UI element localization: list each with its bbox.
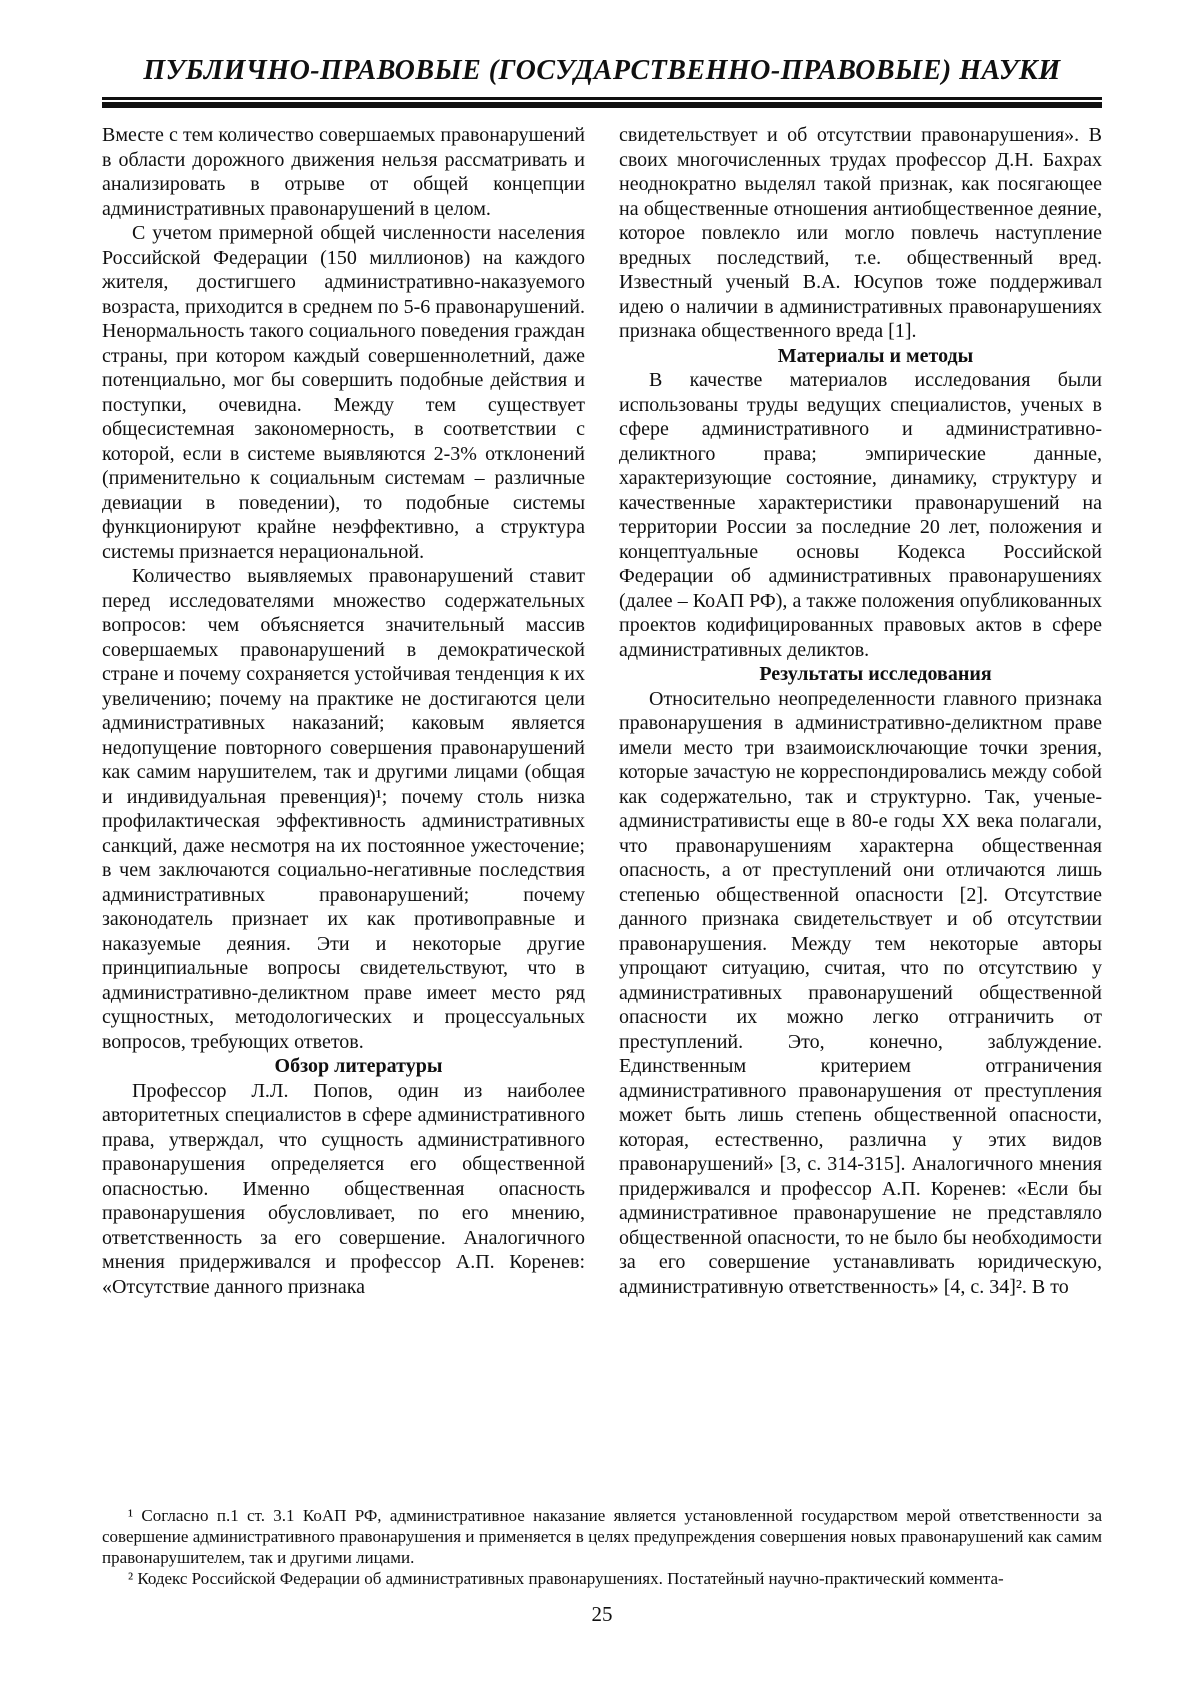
section-heading-materials-methods: Материалы и методы (777, 344, 974, 367)
section-heading-results: Результаты исследования (759, 663, 992, 685)
header-divider (102, 97, 1102, 108)
paragraph: Профессор Л.Л. Попов, один из наиболее авторитетных специалистов в сфере административного права, утверждал, что сущность административного правонарушения определяется его общественной опасностью. Именно общественная опасность правонарушения обусловливает, по его мнению, ответственность за его совершение. Аналогичного мнения придерживался и профессор А.П. Коренев: «Отсутствие данного признака (102, 1079, 585, 1298)
paragraph: В качестве материалов исследования были использованы труды ведущих специалистов, ученых в сфере административного и административно-деликтного права; эмпирические данные, характеризующие состояние, динамику, структуру и качественные характеристики правонарушений на территории России за последние 20 лет, положения и концептуальные основы Кодекса Российской Федерации об административных правонарушениях (далее – КоАП РФ), а также положения опубликованных проектов кодифицированных правовых актов в сфере административных деликтов. (619, 369, 1102, 661)
header-divider-thin-line (102, 97, 1102, 100)
footnote: ¹ Согласно п.1 ст. 3.1 КоАП РФ, административное наказание является установленной государством мерой ответственности за совершение административного правонарушения и применяется в целях предупреждения совершения новых правонарушений как самим правонарушителем, так и другими лицами. (102, 1506, 1102, 1567)
page-number: 25 (591, 1602, 613, 1626)
footnotes (102, 1505, 1102, 1589)
footnote: ² Кодекс Российской Федерации об административных правонарушениях. Постатейный научно-практический коммента- (128, 1569, 1004, 1588)
section-heading-literature-review: Обзор литературы (274, 1055, 443, 1077)
paragraph: Количество выявляемых правонарушений ставит перед исследователями множество содержательных вопросов: чем объясняется значительный массив совершаемых правонарушений в демократической стране и почему сохраняется устойчивая тенденция к их увеличению; почему на практике не достигаются цели административных наказаний; каковым является недопущение повторного совершения правонарушений как самим нарушителем, так и другими лицами (общая и индивидуальная превенция)¹; почему столь низка профилактическая эффективность административных санкций, даже несмотря на их постоянное ужесточение; в чем заключаются социально-негативные последствия административных правонарушений; почему законодатель признает их как противоправные и наказуемые деяния. Эти и некоторые другие принципиальные вопросы свидетельствуют, что в административно-деликтном праве имеет место ряд сущностных, методологических и процессуальных вопросов, требующих ответов. (102, 565, 585, 1053)
right-column (619, 123, 1102, 1495)
article-body (102, 123, 1102, 1495)
paragraph: С учетом примерной общей численности населения Российской Федерации (150 миллионов) на каждого жителя, достигшего административно-наказуемого возраста, приходится в среднем по 5-6 правонарушений. Ненормальность такого социального поведения граждан страны, при котором каждый совершеннолетний, даже потенциально, мог бы совершить подобные действия и поступки, очевидна. Между тем существует общесистемная закономерность, в соответствии с которой, если в системе выявляются 2-3% отклонений (применительно к социальным системам – различные девиации в поведении), то подобные системы функционируют крайне неэффективно, а структура системы признается нерациональной. (102, 222, 585, 563)
header-divider-thick-line (102, 102, 1102, 108)
paragraph: свидетельствует и об отсутствии правонарушения». В своих многочисленных трудах профессор Д.Н. Бахрах неоднократно выделял такой признак, как посягающее на общественные отношения антиобщественное деяние, которое повлекло или могло повлечь наступление вредных последствий, т.е. общественный вред. Известный ученый В.А. Юсупов тоже поддерживал идею о наличии в административных правонарушениях признака общественного вреда [1]. (619, 124, 1102, 342)
left-column (102, 123, 585, 1495)
paragraph: Относительно неопределенности главного признака правонарушения в административно-деликтном праве имели место три взаимоисключающие точки зрения, которые зачастую не корреспондировались между собой как содержательно, так и структурно. Так, ученые-административисты еще в 80-е годы XX века полагали, что правонарушениям характерна общественная опасность, а от преступлений они отличаются лишь степенью общественной опасности [2]. Отсутствие данного признака свидетельствует и об отсутствии правонарушения. Между тем некоторые авторы упрощают ситуацию, считая, что по отсутствию у административных правонарушений общественной опасности их можно легко отграничить от преступлений. Это, конечно, заблуждение. Единственным критерием отграничения административного правонарушения от преступления может быть лишь степень общественной опасности, которая, естественно, различна у этих видов правонарушений» [3, с. 314-315]. Аналогичного мнения придерживался и профессор А.П. Коренев: «Если бы административное правонарушение не представляло общественной опасности, то не было бы необходимости за его совершение устанавливать юридическую, административную ответственность» [4, с. 34]². В то (619, 687, 1102, 1298)
page-title: ПУБЛИЧНО-ПРАВОВЫЕ (ГОСУДАРСТВЕННО-ПРАВОВЫЕ) НАУКИ (143, 55, 1061, 86)
paragraph: Вместе с тем количество совершаемых правонарушений в области дорожного движения нельзя рассматривать и анализировать в отрыве от общей концепции административных правонарушений в целом. (102, 124, 585, 220)
